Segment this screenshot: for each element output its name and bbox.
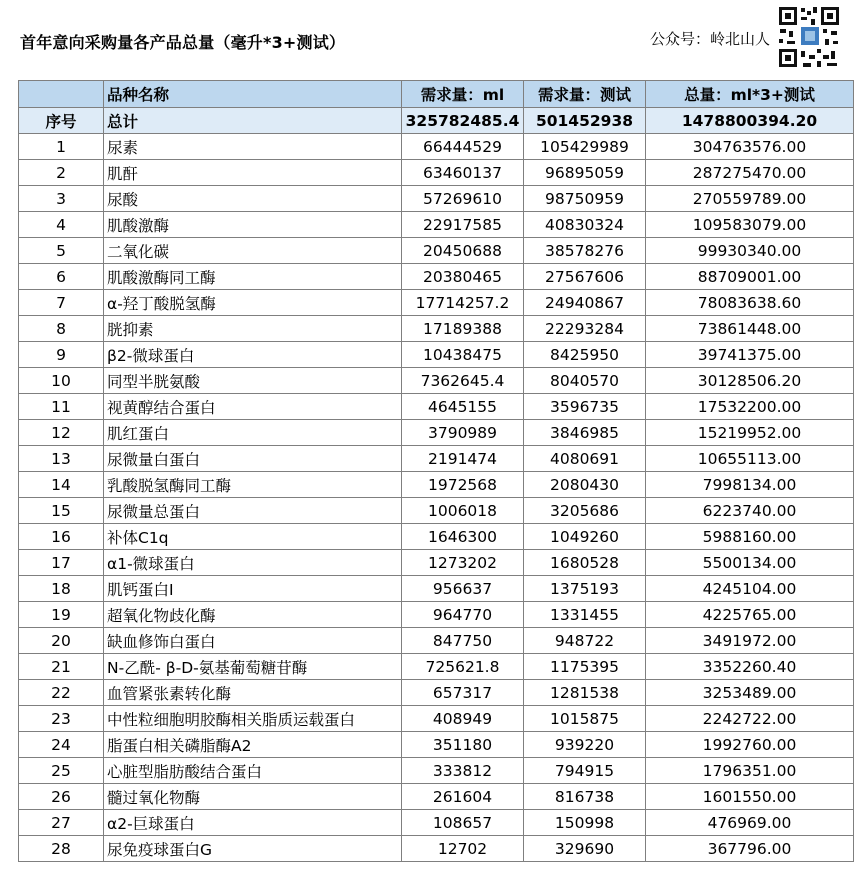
- row-name: 中性粒细胞明胶酶相关脂质运载蛋白: [104, 706, 402, 732]
- row-ml: 2191474: [402, 446, 524, 472]
- row-ml: 10438475: [402, 342, 524, 368]
- header-seq-cell: [19, 81, 104, 108]
- row-ml: 847750: [402, 628, 524, 654]
- table-row: [19, 342, 854, 368]
- row-test: 105429989: [524, 134, 646, 160]
- row-seq: 4: [19, 212, 104, 238]
- row-total: 78083638.60: [646, 290, 854, 316]
- row-seq: 18: [19, 576, 104, 602]
- row-test: 1015875: [524, 706, 646, 732]
- row-seq: 6: [19, 264, 104, 290]
- row-seq: 16: [19, 524, 104, 550]
- row-name: α2-巨球蛋白: [104, 810, 402, 836]
- table-row: [19, 836, 854, 862]
- qr-code-icon: [777, 5, 841, 69]
- row-total: 1992760.00: [646, 732, 854, 758]
- table-row: [19, 628, 854, 654]
- row-ml: 57269610: [402, 186, 524, 212]
- row-seq: 27: [19, 810, 104, 836]
- row-seq: 21: [19, 654, 104, 680]
- row-name: 尿微量总蛋白: [104, 498, 402, 524]
- table-row: [19, 810, 854, 836]
- row-ml: 108657: [402, 810, 524, 836]
- row-total: 99930340.00: [646, 238, 854, 264]
- row-name: 尿微量白蛋白: [104, 446, 402, 472]
- row-ml: 4645155: [402, 394, 524, 420]
- row-name: α-羟丁酸脱氢酶: [104, 290, 402, 316]
- row-test: 96895059: [524, 160, 646, 186]
- row-seq: 24: [19, 732, 104, 758]
- row-name: 肌酐: [104, 160, 402, 186]
- row-total: 109583079.00: [646, 212, 854, 238]
- row-ml: 63460137: [402, 160, 524, 186]
- row-seq: 14: [19, 472, 104, 498]
- row-ml: 261604: [402, 784, 524, 810]
- row-ml: 20450688: [402, 238, 524, 264]
- row-test: 4080691: [524, 446, 646, 472]
- row-name: 髓过氧化物酶: [104, 784, 402, 810]
- table-row: [19, 394, 854, 420]
- table-row: [19, 368, 854, 394]
- row-test: 1175395: [524, 654, 646, 680]
- row-total: 367796.00: [646, 836, 854, 862]
- row-seq: 13: [19, 446, 104, 472]
- row-test: 40830324: [524, 212, 646, 238]
- row-total: 3352260.40: [646, 654, 854, 680]
- row-seq: 2: [19, 160, 104, 186]
- row-seq: 9: [19, 342, 104, 368]
- row-name: 尿素: [104, 134, 402, 160]
- table-row: [19, 420, 854, 446]
- row-seq: 28: [19, 836, 104, 862]
- row-name: 心脏型脂肪酸结合蛋白: [104, 758, 402, 784]
- table-row: [19, 498, 854, 524]
- table-row: [19, 654, 854, 680]
- row-total: 17532200.00: [646, 394, 854, 420]
- header-test: 需求量：测试: [524, 81, 646, 108]
- row-seq: 10: [19, 368, 104, 394]
- table-row: [19, 186, 854, 212]
- summary-total: 1478800394.20: [646, 108, 854, 134]
- row-ml: 408949: [402, 706, 524, 732]
- row-test: 794915: [524, 758, 646, 784]
- table-row: [19, 524, 854, 550]
- row-ml: 20380465: [402, 264, 524, 290]
- table-row: [19, 758, 854, 784]
- table-row: [19, 238, 854, 264]
- row-total: 1601550.00: [646, 784, 854, 810]
- row-test: 24940867: [524, 290, 646, 316]
- row-test: 1331455: [524, 602, 646, 628]
- table-row: [19, 316, 854, 342]
- table-row: [19, 212, 854, 238]
- row-total: 2242722.00: [646, 706, 854, 732]
- row-total: 3491972.00: [646, 628, 854, 654]
- row-test: 3596735: [524, 394, 646, 420]
- row-test: 329690: [524, 836, 646, 862]
- row-ml: 17714257.2: [402, 290, 524, 316]
- row-total: 304763576.00: [646, 134, 854, 160]
- row-name: 乳酸脱氢酶同工酶: [104, 472, 402, 498]
- header-name: 品种名称: [104, 81, 402, 108]
- row-total: 39741375.00: [646, 342, 854, 368]
- header-ml: 需求量：ml: [402, 81, 524, 108]
- row-seq: 26: [19, 784, 104, 810]
- row-ml: 1006018: [402, 498, 524, 524]
- row-seq: 22: [19, 680, 104, 706]
- row-name: 肌钙蛋白I: [104, 576, 402, 602]
- row-ml: 725621.8: [402, 654, 524, 680]
- row-test: 3846985: [524, 420, 646, 446]
- row-name: 血管紧张素转化酶: [104, 680, 402, 706]
- table-row: [19, 134, 854, 160]
- row-total: 5500134.00: [646, 550, 854, 576]
- table-row: [19, 680, 854, 706]
- row-test: 1049260: [524, 524, 646, 550]
- row-test: 150998: [524, 810, 646, 836]
- summary-label: 总计: [104, 108, 402, 134]
- table-row: [19, 550, 854, 576]
- row-seq: 8: [19, 316, 104, 342]
- row-name: 脂蛋白相关磷脂酶A2: [104, 732, 402, 758]
- row-total: 5988160.00: [646, 524, 854, 550]
- row-seq: 19: [19, 602, 104, 628]
- table-header-row: [19, 81, 854, 108]
- row-total: 7998134.00: [646, 472, 854, 498]
- table-row: [19, 784, 854, 810]
- row-ml: 351180: [402, 732, 524, 758]
- row-ml: 333812: [402, 758, 524, 784]
- row-test: 22293284: [524, 316, 646, 342]
- row-test: 939220: [524, 732, 646, 758]
- row-seq: 7: [19, 290, 104, 316]
- row-test: 3205686: [524, 498, 646, 524]
- table-row: [19, 732, 854, 758]
- row-name: α1-微球蛋白: [104, 550, 402, 576]
- row-name: 肌酸激酶: [104, 212, 402, 238]
- table-row: [19, 160, 854, 186]
- row-test: 1281538: [524, 680, 646, 706]
- header-total: 总量：ml*3+测试: [646, 81, 854, 108]
- table-row: [19, 446, 854, 472]
- row-ml: 657317: [402, 680, 524, 706]
- row-name: 补体C1q: [104, 524, 402, 550]
- summary-ml: 325782485.4: [402, 108, 524, 134]
- row-seq: 12: [19, 420, 104, 446]
- row-ml: 956637: [402, 576, 524, 602]
- row-test: 8425950: [524, 342, 646, 368]
- row-total: 1796351.00: [646, 758, 854, 784]
- summary-seq-label: 序号: [19, 108, 104, 134]
- row-test: 1375193: [524, 576, 646, 602]
- row-total: 4245104.00: [646, 576, 854, 602]
- row-seq: 15: [19, 498, 104, 524]
- data-table: [18, 80, 854, 862]
- table-row: [19, 576, 854, 602]
- row-seq: 3: [19, 186, 104, 212]
- row-total: 10655113.00: [646, 446, 854, 472]
- row-test: 816738: [524, 784, 646, 810]
- row-test: 38578276: [524, 238, 646, 264]
- page-title: 首年意向采购量各产品总量（毫升*3+测试）: [20, 33, 346, 52]
- row-total: 6223740.00: [646, 498, 854, 524]
- row-total: 15219952.00: [646, 420, 854, 446]
- row-seq: 20: [19, 628, 104, 654]
- row-ml: 17189388: [402, 316, 524, 342]
- summary-row: [19, 108, 854, 134]
- row-test: 948722: [524, 628, 646, 654]
- row-total: 287275470.00: [646, 160, 854, 186]
- account-label: 公众号：岭北山人: [650, 30, 771, 48]
- row-seq: 11: [19, 394, 104, 420]
- row-total: 270559789.00: [646, 186, 854, 212]
- row-seq: 25: [19, 758, 104, 784]
- row-test: 1680528: [524, 550, 646, 576]
- row-name: 胱抑素: [104, 316, 402, 342]
- row-total: 30128506.20: [646, 368, 854, 394]
- row-name: β2-微球蛋白: [104, 342, 402, 368]
- row-ml: 12702: [402, 836, 524, 862]
- row-name: N-乙酰- β-D-氨基葡萄糖苷酶: [104, 654, 402, 680]
- table-row: [19, 264, 854, 290]
- row-name: 视黄醇结合蛋白: [104, 394, 402, 420]
- row-ml: 66444529: [402, 134, 524, 160]
- row-ml: 3790989: [402, 420, 524, 446]
- row-test: 27567606: [524, 264, 646, 290]
- row-seq: 23: [19, 706, 104, 732]
- row-name: 超氧化物歧化酶: [104, 602, 402, 628]
- row-test: 8040570: [524, 368, 646, 394]
- row-ml: 7362645.4: [402, 368, 524, 394]
- summary-test: 501452938: [524, 108, 646, 134]
- row-name: 肌红蛋白: [104, 420, 402, 446]
- table-row: [19, 602, 854, 628]
- row-test: 98750959: [524, 186, 646, 212]
- row-name: 同型半胱氨酸: [104, 368, 402, 394]
- table-row: [19, 472, 854, 498]
- row-name: 尿酸: [104, 186, 402, 212]
- row-ml: 1273202: [402, 550, 524, 576]
- table-row: [19, 706, 854, 732]
- table-row: [19, 290, 854, 316]
- row-test: 2080430: [524, 472, 646, 498]
- row-total: 73861448.00: [646, 316, 854, 342]
- row-name: 缺血修饰白蛋白: [104, 628, 402, 654]
- row-name: 二氧化碳: [104, 238, 402, 264]
- row-ml: 964770: [402, 602, 524, 628]
- row-name: 肌酸激酶同工酶: [104, 264, 402, 290]
- row-seq: 17: [19, 550, 104, 576]
- row-total: 88709001.00: [646, 264, 854, 290]
- row-total: 4225765.00: [646, 602, 854, 628]
- row-ml: 1972568: [402, 472, 524, 498]
- row-seq: 1: [19, 134, 104, 160]
- row-ml: 22917585: [402, 212, 524, 238]
- row-ml: 1646300: [402, 524, 524, 550]
- row-seq: 5: [19, 238, 104, 264]
- row-total: 3253489.00: [646, 680, 854, 706]
- row-total: 476969.00: [646, 810, 854, 836]
- row-name: 尿免疫球蛋白G: [104, 836, 402, 862]
